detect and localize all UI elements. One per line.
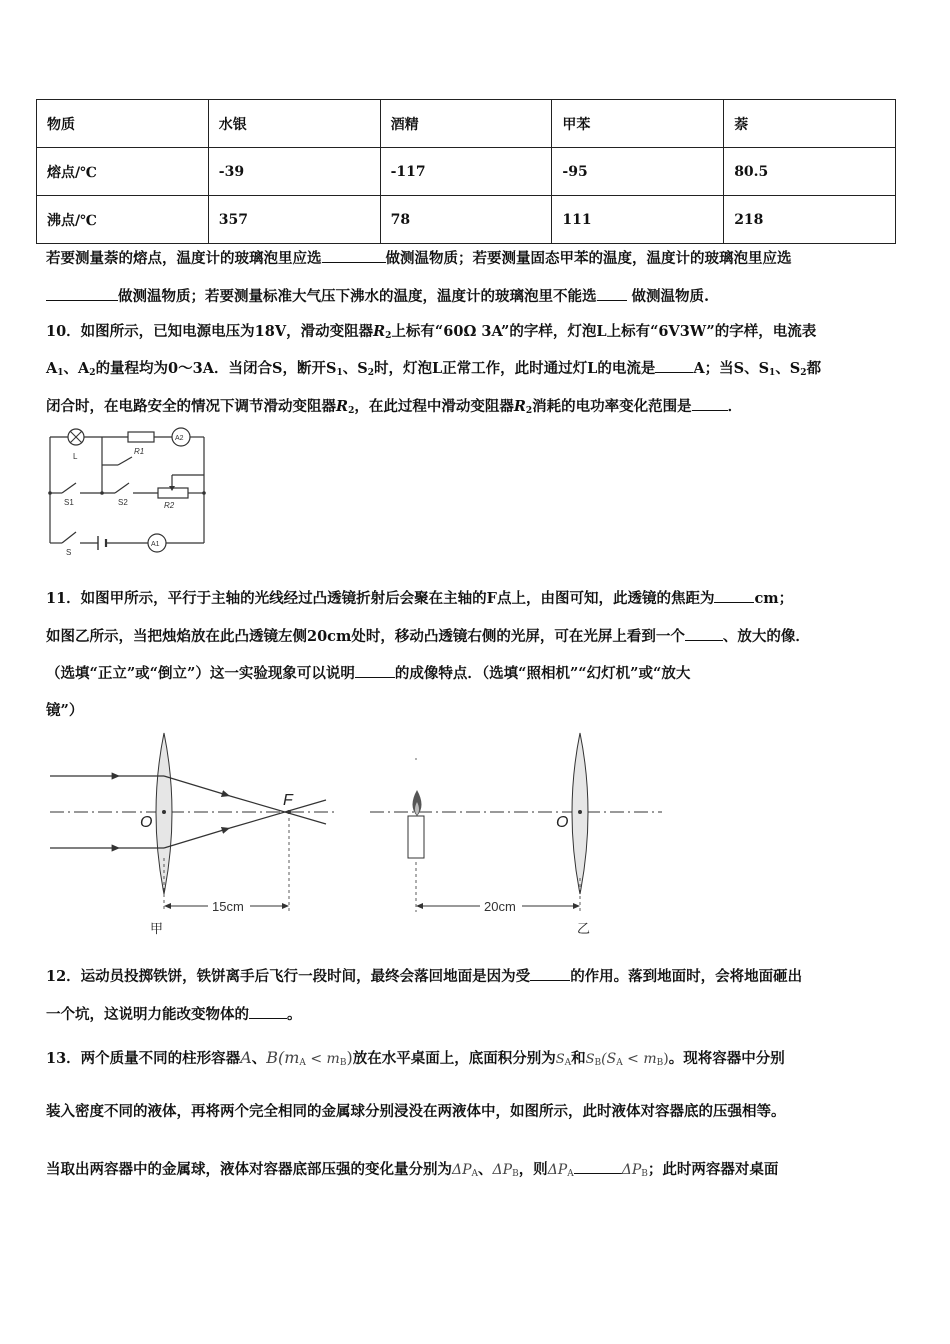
q13-line-1: [46, 1047, 785, 1068]
answer-blank: [46, 286, 118, 301]
text: 装入密度不同的液体，再将两个完全相同的金属球分别浸没在两液体中，如图所示，此时液体对容器底的压强相等。: [46, 1103, 786, 1120]
symbol: ΔP: [492, 1162, 513, 1178]
label-o2: O: [556, 814, 569, 831]
table-cell: 357: [208, 196, 380, 244]
q11-line-3: [46, 662, 690, 683]
symbol: < m: [305, 1051, 340, 1067]
label-s: S: [66, 548, 72, 557]
text: 、A: [63, 360, 90, 377]
symbol: S: [585, 1052, 595, 1067]
subscript: 2: [89, 368, 96, 378]
text: 若要测量萘的熔点，温度计的玻璃泡里应选: [46, 250, 322, 267]
symbol: < m: [622, 1051, 657, 1067]
symbol: ΔP: [452, 1162, 472, 1178]
subscript: 2: [348, 406, 355, 416]
q12-line-2: [46, 1003, 302, 1024]
text: 11．如图甲所示，平行于主轴的光线经过凸透镜折射后会聚在主轴的F点上，由图可知，此透镜的焦距为: [46, 590, 715, 607]
answer-blank: [597, 286, 627, 301]
answer-blank: [655, 358, 693, 373]
q10-line-3: [46, 395, 742, 416]
label-a2: A2: [175, 435, 184, 442]
text: 、放大的像．: [722, 628, 810, 645]
label-s2: S2: [118, 498, 128, 507]
subscript: 1: [57, 368, 64, 378]
text: 、S: [775, 360, 801, 377]
answer-blank: [322, 248, 386, 263]
text: 的成像特点．（选填“照相机”“幻灯机”或“放大: [394, 665, 691, 682]
subscript: B: [641, 1169, 648, 1179]
table-row: [37, 196, 896, 244]
text: 闭合时，在电路安全的情况下调节滑动变阻器: [46, 398, 336, 415]
text: 时，灯泡L正常工作，此时通过灯L的电流是: [373, 360, 656, 377]
q10-line-1: [46, 320, 816, 341]
text: cm；: [754, 590, 794, 607]
label-r1: R1: [134, 447, 145, 456]
table-cell: -95: [552, 148, 724, 196]
answer-blank: [530, 966, 570, 981]
table-cell: 78: [380, 196, 552, 244]
answer-blank: [692, 396, 728, 411]
table-cell: 甲苯: [552, 100, 724, 148]
candle-icon: [408, 758, 424, 858]
q11-line-4: [46, 699, 83, 720]
symbol: ΔP: [547, 1162, 568, 1178]
table-cell: 酒精: [380, 100, 552, 148]
text: ，在此过程中滑动变阻器: [354, 398, 514, 415]
subscript: A: [299, 1058, 306, 1068]
q13-line-2: [46, 1100, 786, 1121]
text: 放在水平桌面上，底面积分别为: [352, 1050, 556, 1067]
symbol: A: [240, 1048, 252, 1067]
text: ，则: [518, 1161, 548, 1178]
substance-table: [36, 99, 896, 244]
label-o1: O: [140, 814, 153, 831]
q11-line-1: [46, 587, 793, 608]
symbol: R: [513, 398, 526, 415]
subscript: 1: [336, 368, 343, 378]
subscript: B: [594, 1058, 602, 1068]
q13-line-3: [46, 1158, 778, 1179]
q9-line-1: [46, 247, 792, 268]
resistor-r1: [128, 432, 154, 442]
text: 当取出两容器中的金属球，液体对容器底部压强的变化量分别为: [46, 1161, 452, 1178]
table-row: [37, 148, 896, 196]
subscript: 1: [769, 368, 776, 378]
table-cell: 物质: [37, 100, 209, 148]
text: 。: [287, 1006, 302, 1023]
resistor-r2: [158, 488, 188, 498]
label-15cm: 15cm: [212, 899, 244, 914]
table-cell: -39: [208, 148, 380, 196]
label-lamp: L: [73, 452, 78, 461]
text: 做测温物质；若要测量固态甲苯的温度，温度计的玻璃泡里应选: [385, 250, 792, 267]
q10-line-2: [46, 357, 821, 378]
table-cell: 萘: [724, 100, 896, 148]
subscript: 2: [525, 406, 533, 416]
table-cell: 沸点/℃: [37, 196, 209, 244]
table-cell: 218: [724, 196, 896, 244]
answer-blank: [355, 663, 395, 678]
answer-blank: [685, 626, 723, 641]
caption-yi: 乙: [577, 921, 591, 936]
label-r2: R2: [164, 501, 175, 510]
text: 消耗的电功率变化范围是: [532, 398, 692, 415]
answer-blank: [714, 588, 754, 603]
figure-jia: [50, 733, 336, 936]
text: 、: [251, 1050, 267, 1067]
q9-line-2: [46, 285, 709, 306]
circuit-diagram: [40, 425, 215, 560]
symbol: ΔP: [621, 1162, 642, 1178]
text: 10．如图所示，已知电源电压为18V，滑动变阻器: [46, 323, 374, 340]
lens-figures: [40, 728, 680, 940]
text: ；此时两容器对桌面: [647, 1161, 779, 1178]
text: 的作用。落到地面时，会将地面砸出: [570, 968, 803, 985]
text: （选填“正立”或“倒立”）这一实验现象可以说明: [46, 665, 355, 682]
lamp-symbol: [68, 429, 84, 445]
subscript: A: [564, 1058, 572, 1068]
subscript: 2: [367, 368, 374, 378]
text: 做测温物质.: [626, 288, 710, 305]
table-header-row: [37, 100, 896, 148]
symbol: ): [663, 1051, 669, 1067]
text: A；当S、S: [693, 360, 770, 377]
caption-jia: 甲: [150, 921, 164, 936]
subscript: A: [616, 1058, 623, 1068]
symbol: S: [555, 1052, 565, 1067]
label-a1: A1: [151, 541, 160, 548]
table-cell: 水银: [208, 100, 380, 148]
battery-symbol: [98, 536, 106, 550]
text: 一个坑，这说明力能改变物体的: [46, 1006, 249, 1023]
symbol: R: [336, 398, 349, 415]
symbol: (S: [601, 1051, 617, 1067]
text: 和: [571, 1050, 586, 1067]
text: ．: [727, 398, 743, 415]
subscript: B: [339, 1058, 347, 1068]
symbol: ): [346, 1048, 353, 1067]
text: A: [46, 360, 58, 377]
figure-yi: [370, 733, 662, 936]
text: 、: [478, 1161, 493, 1178]
subscript: B: [512, 1169, 519, 1179]
answer-blank: [249, 1004, 287, 1019]
text: 12．运动员投掷铁饼，铁饼离手后飞行一段时间，最终会落回地面是因为受: [46, 968, 531, 985]
text: 都: [806, 360, 822, 377]
subscript: A: [471, 1169, 479, 1179]
text: 、S: [342, 360, 368, 377]
symbol: R: [373, 323, 386, 340]
table-cell: 熔点/℃: [37, 148, 209, 196]
answer-blank: [574, 1159, 622, 1174]
subscript: A: [567, 1169, 574, 1179]
text: 做测温物质；若要测量标准大气压下沸水的温度，温度计的玻璃泡里不能选: [118, 288, 597, 305]
text: 13．两个质量不同的柱形容器: [46, 1050, 241, 1067]
text: 。现将容器中分别: [668, 1050, 785, 1067]
text: 上标有“60Ω 3A”的字样，灯泡L上标有“6V3W”的字样，电流表: [391, 323, 817, 340]
label-s1: S1: [64, 498, 74, 507]
table-cell: 80.5: [724, 148, 896, 196]
subscript: 2: [385, 331, 392, 341]
q11-line-2: [46, 625, 810, 646]
table-cell: -117: [380, 148, 552, 196]
text: 的量程均为0～3A．当闭合S，断开S: [95, 360, 337, 377]
subscript: B: [656, 1058, 664, 1068]
label-20cm: 20cm: [484, 899, 516, 914]
label-f: F: [283, 792, 293, 809]
symbol: B(m: [266, 1048, 300, 1067]
subscript: 2: [800, 368, 807, 378]
text: 镜”）: [46, 702, 84, 719]
q12-line-1: [46, 965, 802, 986]
text: 如图乙所示，当把烛焰放在此凸透镜左侧20cm处时，移动凸透镜右侧的光屏，可在光屏上看到一个: [46, 628, 685, 645]
table-cell: 111: [552, 196, 724, 244]
